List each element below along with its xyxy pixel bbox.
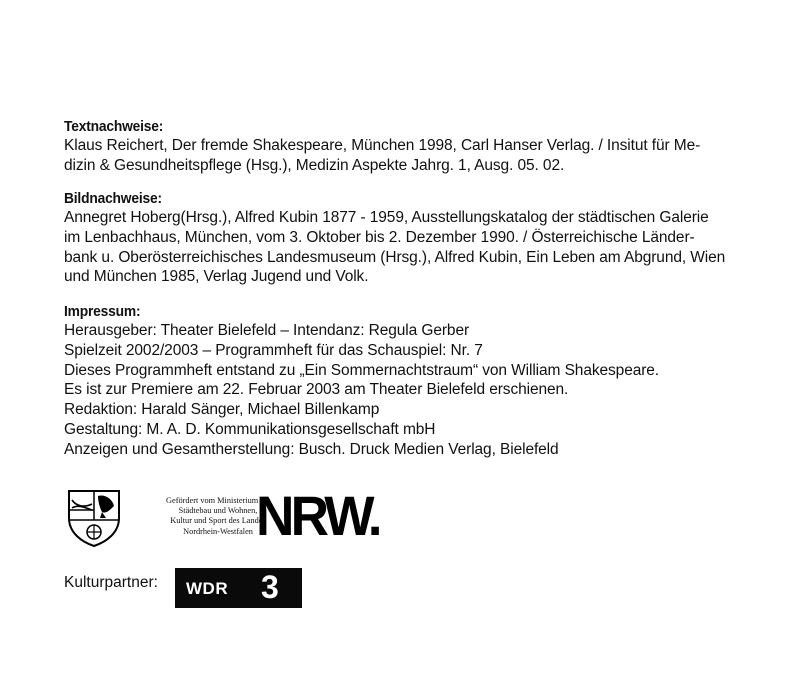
text-credits-heading: Textnachweise: [64, 118, 164, 135]
imprint-heading: Impressum: [64, 303, 141, 320]
kulturpartner-label: Kulturpartner: [64, 574, 158, 591]
image-credits-line: Annegret Hoberg(Hrsg.), Alfred Kubin 1877 - 1959, Ausstellungskatalog der städtischen Galerie [64, 209, 709, 226]
wdr-logo-text: WDR [186, 579, 229, 598]
nrw-logo: NRW. [256, 484, 379, 547]
text-credits-line: dizin & Gesundheitspflege (Hsg.), Medizin Aspekte Jahrg. 1, Ausg. 05. 02. [64, 156, 565, 174]
imprint-line: Redaktion: Harald Sänger, Michael Billenkamp [64, 401, 380, 419]
imprint-line: Gestaltung: M. A. D. Kommunikationsgesellschaft mbH [64, 420, 436, 438]
ministry-line: Gefördert vom Ministerium für [166, 496, 270, 505]
sponsor-logos [66, 484, 396, 548]
imprint-line: Spielzeit 2002/2003 – Programmheft für das Schauspiel: Nr. 7 [64, 341, 483, 359]
ministry-line: Nordrhein-Westfalen [183, 526, 253, 536]
ministry-line: Städtebau und Wohnen, [178, 506, 258, 516]
image-credits-line: bank u. Oberösterreichisches Landesmuseum (Hrsg.), Alfred Kubin, Ein Leben am Abgrund, Wien [64, 248, 726, 266]
image-credits-heading: Bildnachweise: [64, 190, 162, 207]
image-credits-section [64, 189, 754, 287]
imprint-line: Anzeigen und Gesamtherstellung: Busch. Druck Medien Verlag, Bielefeld [64, 440, 559, 458]
wdr3-logo [175, 568, 302, 608]
image-credits-line: im Lenbachhaus, München, vom 3. Oktober bis 2. Dezember 1990. / Österreichische Länder- [64, 228, 695, 246]
imprint-section [64, 302, 754, 460]
text-credits-line: Klaus Reichert, Der fremde Shakespeare, München 1998, Carl Hanser Verlag. / Insitut für Me- [64, 137, 701, 154]
imprint-line: Dieses Programmheft entstand zu „Ein Sommernachtstraum“ von William Shakespeare. [64, 361, 660, 379]
wdr-logo-number: 3 [261, 569, 279, 605]
imprint-line: Es ist zur Premiere am 22. Februar 2003 am Theater Bielefeld erschienen. [64, 381, 569, 399]
ministry-line: Kultur und Sport des Landes [170, 516, 266, 526]
text-credits-section [64, 117, 754, 176]
nrw-coat-of-arms-icon [66, 488, 122, 548]
image-credits-line: und München 1985, Verlag Jugend und Volk. [64, 268, 369, 286]
imprint-line: Herausgeber: Theater Bielefeld – Intendanz: Regula Gerber [64, 322, 470, 339]
